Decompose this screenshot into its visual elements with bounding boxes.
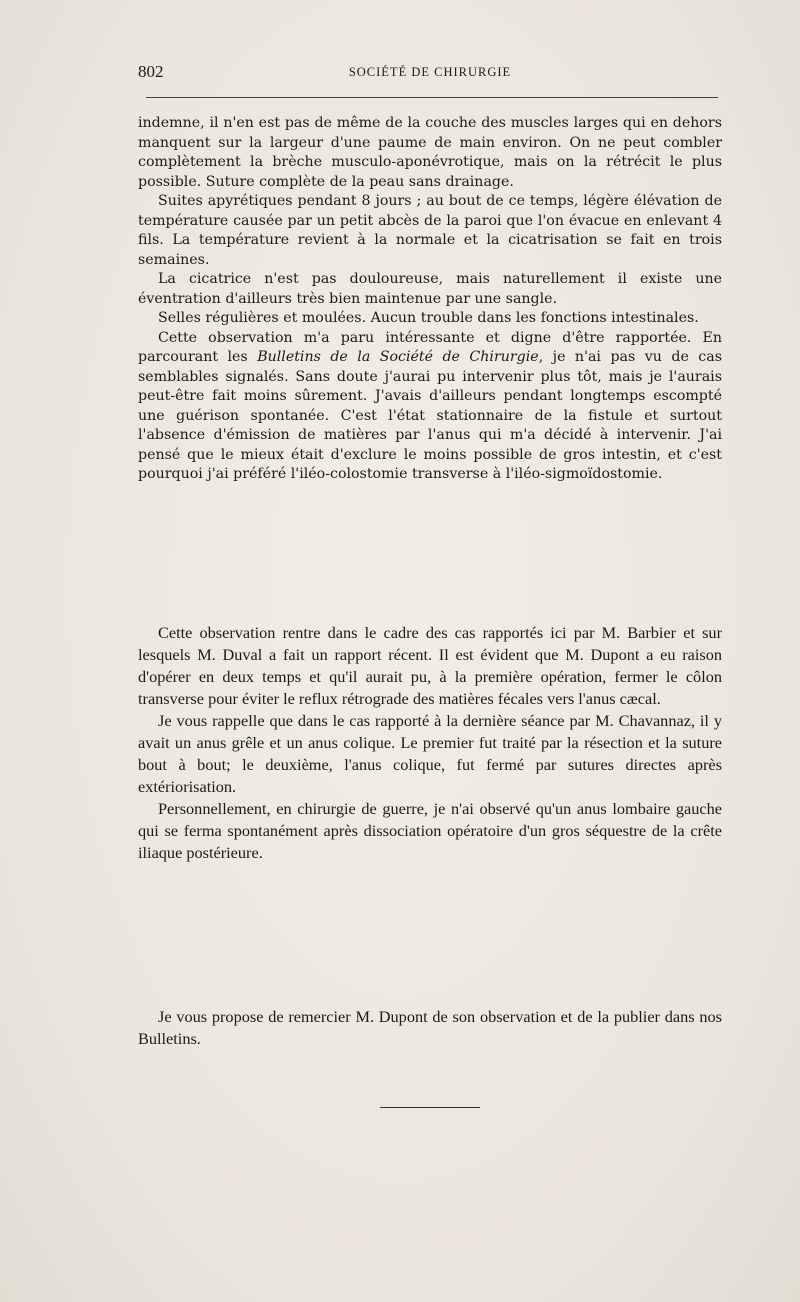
- running-head: SOCIÉTÉ DE CHIRURGIE: [348, 65, 512, 79]
- bulletins-title: Bulletins de la Société de Chirurgie: [257, 349, 539, 365]
- text-run: Cette observation m'a paru intéressante et digne d'être rapportée. En parcourant les: [138, 329, 722, 365]
- end-rule: [380, 1107, 480, 1108]
- observation-paragraph: Selles régulières et moulées. Aucun trouble dans les fonctions intestinales.: [158, 310, 699, 326]
- report-paragraph: Cette observation rentre dans le cadre des cas rapportés ici par M. Barbier et sur lesquels M. Duval a fait un rapport récent. Il est évident que M. Dupont a eu raison d'opérer en deux temps et qu'il aurait pu, à la première opération, fermer le côlon transverse pour éviter le reflux rétrograde des matières fécales vers l'anus cæcal.: [138, 623, 722, 708]
- report-paragraph: Je vous rappelle que dans le cas rapporté à la dernière séance par M. Chavannaz, il y avait un anus grêle et un anus colique. Le premier fut traité par la résection et la suture bout à bout; le deuxième, l'anus colique, fut fermé par sutures directes après extériorisation.: [138, 711, 722, 796]
- observation-text: [138, 114, 722, 485]
- report-text: [138, 622, 722, 864]
- report-conclusion-block: [138, 1006, 722, 1050]
- text-run: , je n'ai pas vu de cas semblables signalés. Sans doute j'aurai pu intervenir plus tôt, mais je l'aurais peut-être fait moins sûrement. J'avais d'ailleurs pendant longtemps escompté une guérison spontanée. C'est l'état stationnaire de la fistule et surtout l'absence d'émission de matières par l'anus qui m'a décidé à intervenir. J'ai pensé que le mieux était d'exclure le moins possible de gros intestin, et c'est pourquoi j'ai préféré l'iléo-colostomie transverse à l'iléo-sigmoïdostomie.: [138, 349, 722, 482]
- observation-paragraph: La cicatrice n'est pas douloureuse, mais naturellement il existe une éventration d'ailleurs très bien maintenue par une sangle.: [138, 271, 722, 307]
- observation-paragraph: Suites apyrétiques pendant 8 jours ; au bout de ce temps, légère élévation de température causée par un petit abcès de la paroi que l'on évacue en enlevant 4 fils. La température revient à la normale et la cicatrisation se fait en trois semaines.: [138, 193, 722, 268]
- page-number: 802: [138, 62, 164, 81]
- report-paragraph: Personnellement, en chirurgie de guerre, je n'ai observé qu'un anus lombaire gauche qui se ferma spontanément après dissociation opératoire d'un gros séquestre de la crête iliaque postérieure.: [138, 799, 722, 862]
- report-conclusion: Je vous propose de remercier M. Dupont de son observation et de la publier dans nos Bulletins.: [138, 1007, 722, 1048]
- page-header: [138, 62, 722, 84]
- header-rule: [146, 97, 718, 98]
- observation-paragraph-final: [138, 329, 722, 485]
- observation-paragraph: indemne, il n'en est pas de même de la couche des muscles larges qui en dehors manquent sur la largeur d'une paume de main environ. On ne peut combler complètement la brèche musculo-aponévrotique, mais on la rétrécit le plus possible. Suture complète de la peau sans drainage.: [138, 115, 722, 190]
